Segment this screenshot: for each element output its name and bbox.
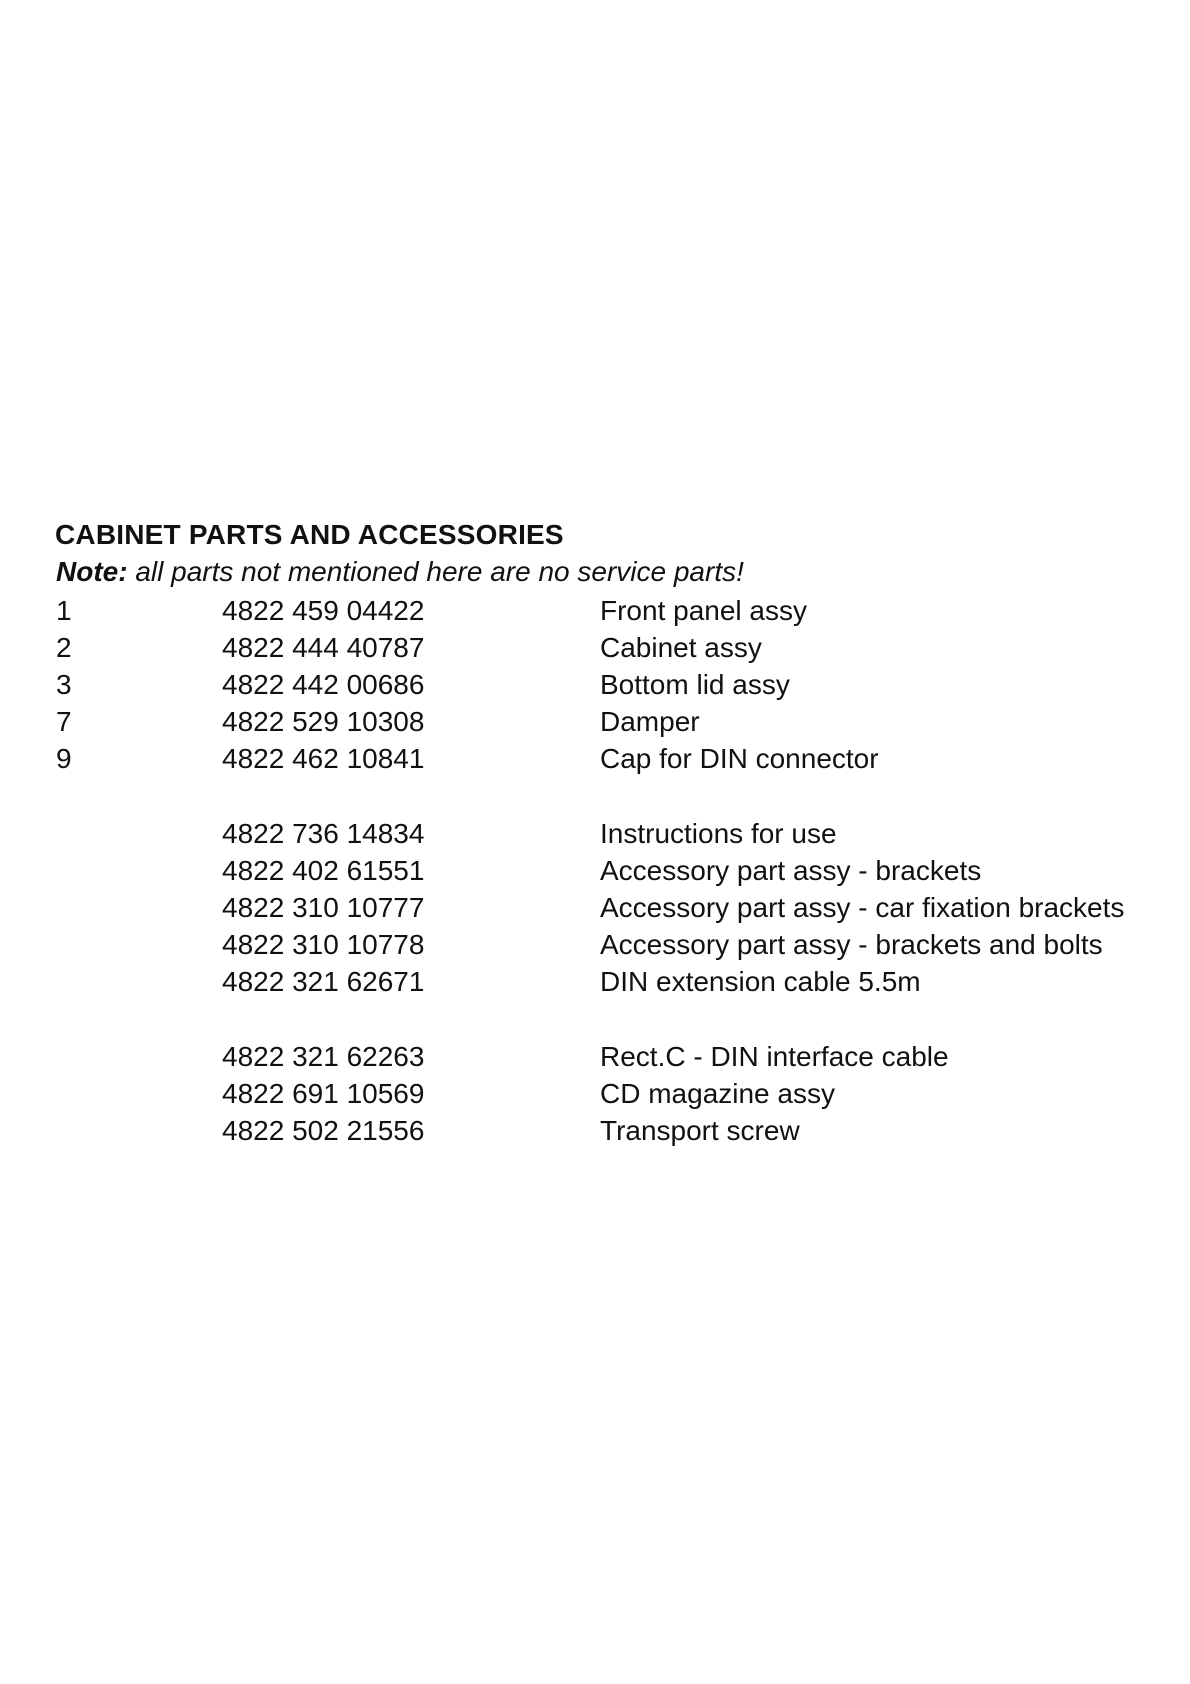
part-description: Transport screw (600, 1115, 800, 1146)
part-description: Bottom lid assy (600, 669, 790, 700)
part-position: 3 (56, 669, 72, 700)
part-row (0, 966, 1190, 1002)
part-row (0, 1078, 1190, 1114)
part-row (0, 818, 1190, 854)
part-description: CD magazine assy (600, 1078, 835, 1109)
part-position: 1 (56, 595, 72, 626)
note-text: all parts not mentioned here are no service parts! (127, 556, 744, 587)
part-code: 4822 502 21556 (222, 1115, 425, 1146)
part-description: DIN extension cable 5.5m (600, 966, 921, 997)
note-label: Note: (56, 556, 128, 587)
part-description: Cabinet assy (600, 632, 762, 663)
part-row (0, 669, 1190, 705)
part-description: Front panel assy (600, 595, 807, 626)
part-code: 4822 310 10778 (222, 929, 425, 960)
part-code: 4822 529 10308 (222, 706, 425, 737)
part-row (0, 1115, 1190, 1151)
part-row (0, 743, 1190, 779)
part-code: 4822 321 62263 (222, 1041, 425, 1072)
part-description: Instructions for use (600, 818, 837, 849)
part-position: 9 (56, 743, 72, 774)
part-row (0, 1041, 1190, 1077)
section-heading: CABINET PARTS AND ACCESSORIES (55, 519, 564, 550)
part-code: 4822 310 10777 (222, 892, 425, 923)
part-row (0, 892, 1190, 928)
part-code: 4822 442 00686 (222, 669, 425, 700)
part-code: 4822 444 40787 (222, 632, 425, 663)
part-code: 4822 462 10841 (222, 743, 425, 774)
part-row (0, 595, 1190, 631)
part-description: Damper (600, 706, 700, 737)
part-code: 4822 459 04422 (222, 595, 425, 626)
part-description: Cap for DIN connector (600, 743, 879, 774)
part-position: 7 (56, 706, 72, 737)
part-code: 4822 402 61551 (222, 855, 425, 886)
part-description: Accessory part assy - brackets and bolts (600, 929, 1103, 960)
part-row (0, 632, 1190, 668)
part-code: 4822 736 14834 (222, 818, 425, 849)
part-row (0, 929, 1190, 965)
part-row (0, 706, 1190, 742)
part-description: Accessory part assy - brackets (600, 855, 982, 886)
part-code: 4822 321 62671 (222, 966, 425, 997)
part-row (0, 855, 1190, 891)
part-position: 2 (56, 632, 72, 663)
part-description: Accessory part assy - car fixation brackets (600, 892, 1125, 923)
part-code: 4822 691 10569 (222, 1078, 425, 1109)
part-description: Rect.C - DIN interface cable (600, 1041, 949, 1072)
